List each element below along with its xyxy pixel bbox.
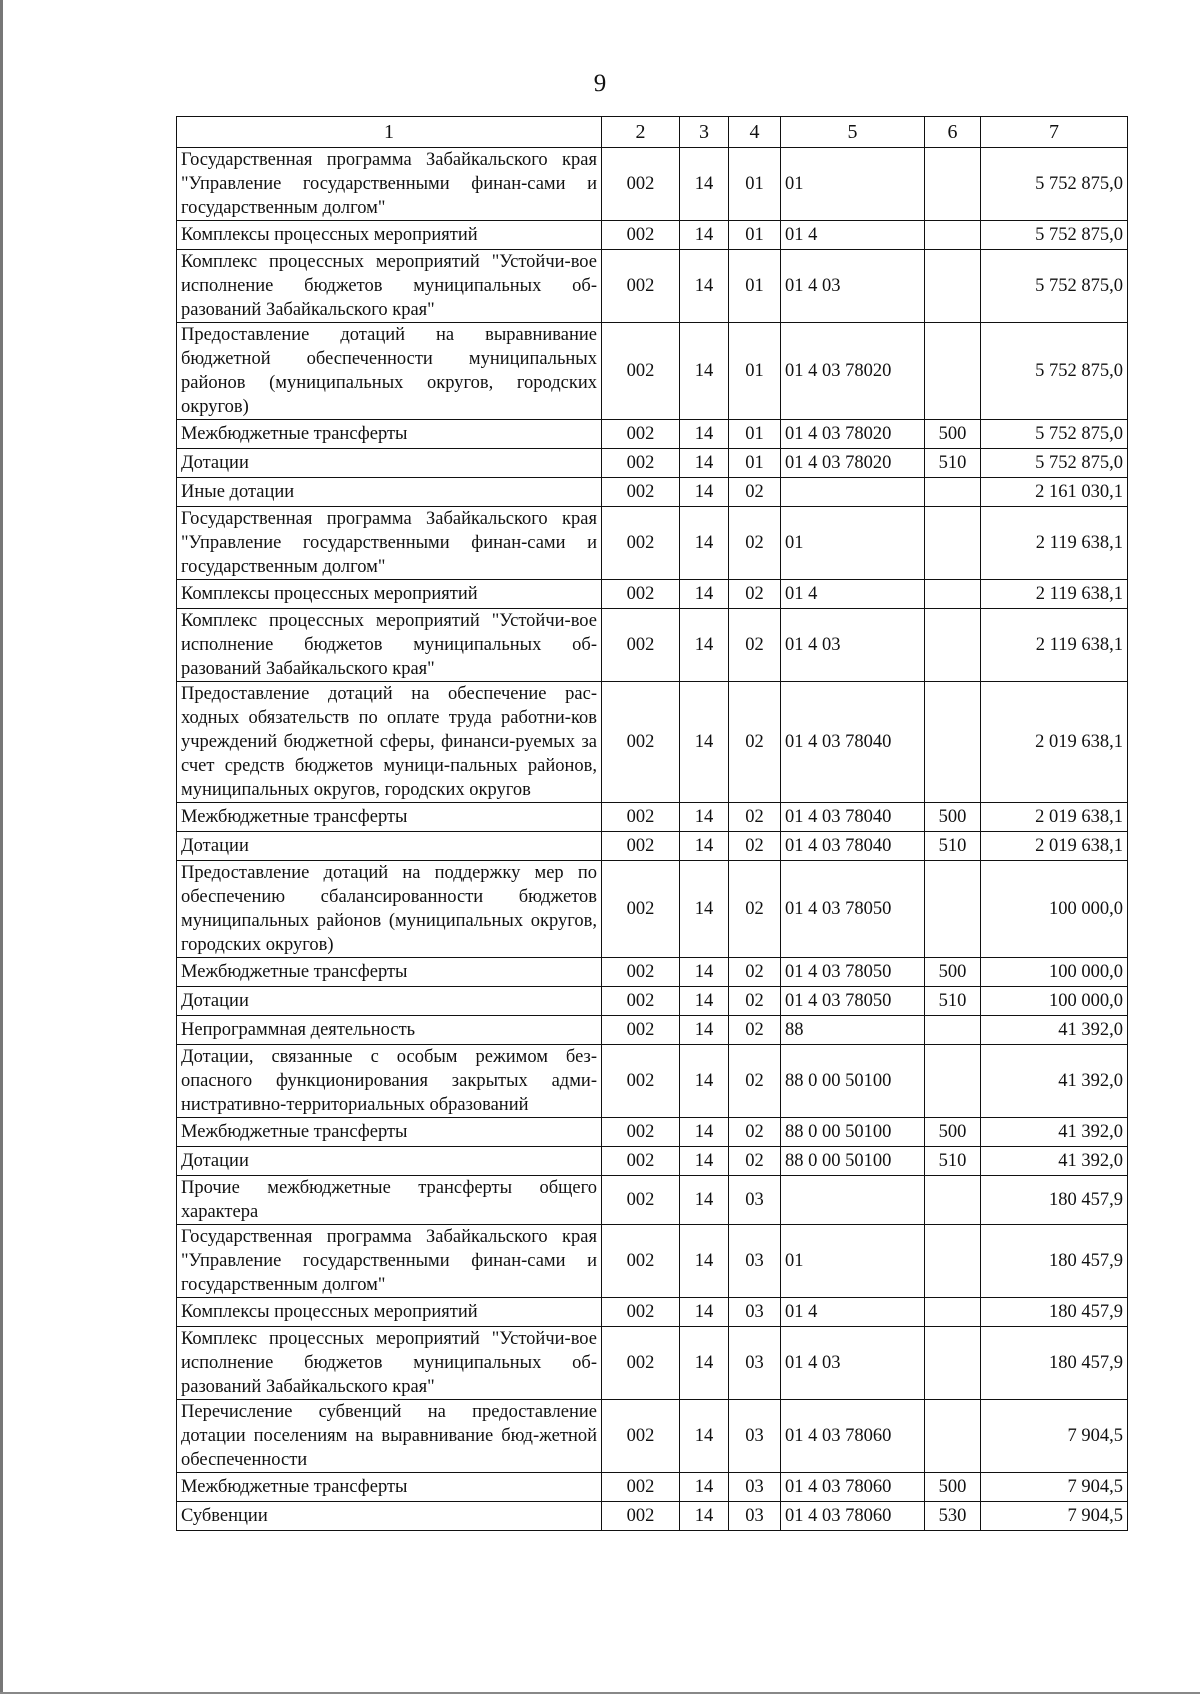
table-row xyxy=(177,420,1128,449)
row-target-article-cell: 01 4 03 xyxy=(781,1327,925,1400)
table-row xyxy=(177,1298,1128,1327)
row-target-article-cell: 01 4 03 78050 xyxy=(781,987,925,1016)
table-row xyxy=(177,478,1128,507)
row-admin-code-cell: 002 xyxy=(602,861,680,958)
row-name-cell: Дотации xyxy=(177,832,602,861)
row-section-cell: 14 xyxy=(680,323,729,420)
row-subsection-cell: 02 xyxy=(729,1016,781,1045)
row-admin-code-cell: 002 xyxy=(602,609,680,682)
table-row xyxy=(177,861,1128,958)
row-subsection-cell: 01 xyxy=(729,420,781,449)
table-row xyxy=(177,1016,1128,1045)
row-admin-code-cell: 002 xyxy=(602,682,680,803)
row-expense-type-cell xyxy=(925,682,981,803)
row-section-cell: 14 xyxy=(680,1502,729,1531)
row-subsection-cell: 02 xyxy=(729,803,781,832)
row-section-cell: 14 xyxy=(680,221,729,250)
row-subsection-cell: 01 xyxy=(729,250,781,323)
row-amount-cell: 2 119 638,1 xyxy=(981,609,1128,682)
header-cell-2: 2 xyxy=(602,117,680,148)
row-section-cell: 14 xyxy=(680,1176,729,1225)
row-admin-code-cell: 002 xyxy=(602,958,680,987)
row-expense-type-cell: 500 xyxy=(925,958,981,987)
row-admin-code-cell: 002 xyxy=(602,987,680,1016)
row-target-article-cell xyxy=(781,1176,925,1225)
row-subsection-cell: 01 xyxy=(729,148,781,221)
table-row xyxy=(177,832,1128,861)
table-row xyxy=(177,803,1128,832)
row-section-cell: 14 xyxy=(680,958,729,987)
row-section-cell: 14 xyxy=(680,1225,729,1298)
row-amount-cell: 41 392,0 xyxy=(981,1147,1128,1176)
row-admin-code-cell: 002 xyxy=(602,1502,680,1531)
row-admin-code-cell: 002 xyxy=(602,507,680,580)
row-target-article-cell: 01 4 03 78040 xyxy=(781,803,925,832)
row-expense-type-cell: 510 xyxy=(925,449,981,478)
row-target-article-cell: 01 4 03 78060 xyxy=(781,1400,925,1473)
row-section-cell: 14 xyxy=(680,987,729,1016)
row-target-article-cell: 01 4 xyxy=(781,1298,925,1327)
row-admin-code-cell: 002 xyxy=(602,148,680,221)
row-subsection-cell: 03 xyxy=(729,1327,781,1400)
row-subsection-cell: 02 xyxy=(729,958,781,987)
row-name-cell: Предоставление дотаций на поддержку мер по обеспечению сбалансированности бюджетов муниципальных районов (муниципальных округов, городских округов) xyxy=(177,861,602,958)
row-amount-cell: 2 019 638,1 xyxy=(981,832,1128,861)
row-section-cell: 14 xyxy=(680,420,729,449)
row-expense-type-cell xyxy=(925,1045,981,1118)
row-section-cell: 14 xyxy=(680,1016,729,1045)
row-amount-cell: 2 019 638,1 xyxy=(981,682,1128,803)
table-row xyxy=(177,1473,1128,1502)
row-expense-type-cell xyxy=(925,1327,981,1400)
row-section-cell: 14 xyxy=(680,1045,729,1118)
row-name-cell: Субвенции xyxy=(177,1502,602,1531)
row-subsection-cell: 02 xyxy=(729,1118,781,1147)
row-target-article-cell: 01 4 03 78060 xyxy=(781,1502,925,1531)
row-expense-type-cell xyxy=(925,478,981,507)
row-subsection-cell: 01 xyxy=(729,449,781,478)
row-subsection-cell: 02 xyxy=(729,1147,781,1176)
row-section-cell: 14 xyxy=(680,1473,729,1502)
row-expense-type-cell xyxy=(925,609,981,682)
row-name-cell: Государственная программа Забайкальского края "Управление государственными финан-сами и государственным долгом" xyxy=(177,148,602,221)
row-expense-type-cell: 500 xyxy=(925,420,981,449)
row-name-cell: Прочие межбюджетные трансферты общего характера xyxy=(177,1176,602,1225)
row-expense-type-cell: 510 xyxy=(925,987,981,1016)
row-amount-cell: 2 019 638,1 xyxy=(981,803,1128,832)
row-expense-type-cell xyxy=(925,250,981,323)
row-section-cell: 14 xyxy=(680,1118,729,1147)
table-row xyxy=(177,1400,1128,1473)
row-admin-code-cell: 002 xyxy=(602,803,680,832)
row-section-cell: 14 xyxy=(680,832,729,861)
row-subsection-cell: 01 xyxy=(729,323,781,420)
row-expense-type-cell: 510 xyxy=(925,832,981,861)
row-amount-cell: 5 752 875,0 xyxy=(981,221,1128,250)
row-expense-type-cell: 500 xyxy=(925,803,981,832)
row-admin-code-cell: 002 xyxy=(602,1298,680,1327)
row-admin-code-cell: 002 xyxy=(602,1473,680,1502)
table-row xyxy=(177,250,1128,323)
table-row xyxy=(177,958,1128,987)
row-name-cell: Комплексы процессных мероприятий xyxy=(177,221,602,250)
row-subsection-cell: 02 xyxy=(729,861,781,958)
page-number: 9 xyxy=(593,70,607,97)
row-expense-type-cell xyxy=(925,148,981,221)
row-target-article-cell: 01 4 03 78020 xyxy=(781,449,925,478)
row-section-cell: 14 xyxy=(680,1298,729,1327)
row-section-cell: 14 xyxy=(680,1327,729,1400)
row-amount-cell: 100 000,0 xyxy=(981,987,1128,1016)
header-row xyxy=(177,117,1128,148)
row-target-article-cell: 01 4 03 78050 xyxy=(781,958,925,987)
row-target-article-cell: 01 xyxy=(781,507,925,580)
row-subsection-cell: 03 xyxy=(729,1298,781,1327)
row-target-article-cell: 01 4 03 xyxy=(781,250,925,323)
row-admin-code-cell: 002 xyxy=(602,221,680,250)
row-amount-cell: 180 457,9 xyxy=(981,1176,1128,1225)
row-amount-cell: 5 752 875,0 xyxy=(981,323,1128,420)
scan-left-edge xyxy=(0,0,3,1694)
row-target-article-cell: 88 xyxy=(781,1016,925,1045)
row-target-article-cell: 01 4 03 78050 xyxy=(781,861,925,958)
table-row xyxy=(177,449,1128,478)
row-admin-code-cell: 002 xyxy=(602,250,680,323)
row-name-cell: Государственная программа Забайкальского края "Управление государственными финан-сами и государственным долгом" xyxy=(177,507,602,580)
row-amount-cell: 2 119 638,1 xyxy=(981,507,1128,580)
table-row xyxy=(177,987,1128,1016)
row-subsection-cell: 02 xyxy=(729,609,781,682)
row-section-cell: 14 xyxy=(680,507,729,580)
row-target-article-cell: 01 4 xyxy=(781,221,925,250)
row-subsection-cell: 03 xyxy=(729,1225,781,1298)
row-amount-cell: 41 392,0 xyxy=(981,1016,1128,1045)
row-section-cell: 14 xyxy=(680,580,729,609)
row-name-cell: Межбюджетные трансферты xyxy=(177,420,602,449)
row-target-article-cell: 88 0 00 50100 xyxy=(781,1147,925,1176)
row-expense-type-cell xyxy=(925,1298,981,1327)
row-target-article-cell: 01 4 03 78040 xyxy=(781,682,925,803)
row-amount-cell: 5 752 875,0 xyxy=(981,250,1128,323)
row-admin-code-cell: 002 xyxy=(602,832,680,861)
row-section-cell: 14 xyxy=(680,609,729,682)
row-target-article-cell: 01 4 03 78020 xyxy=(781,323,925,420)
row-subsection-cell: 02 xyxy=(729,682,781,803)
table-row xyxy=(177,1147,1128,1176)
row-amount-cell: 41 392,0 xyxy=(981,1118,1128,1147)
row-subsection-cell: 03 xyxy=(729,1473,781,1502)
row-name-cell: Дотации xyxy=(177,449,602,478)
row-amount-cell: 7 904,5 xyxy=(981,1400,1128,1473)
row-section-cell: 14 xyxy=(680,148,729,221)
row-name-cell: Непрограммная деятельность xyxy=(177,1016,602,1045)
table-row xyxy=(177,323,1128,420)
table-row xyxy=(177,1327,1128,1400)
row-admin-code-cell: 002 xyxy=(602,1225,680,1298)
row-section-cell: 14 xyxy=(680,250,729,323)
row-amount-cell: 180 457,9 xyxy=(981,1327,1128,1400)
row-name-cell: Комплекс процессных мероприятий "Устойчи-вое исполнение бюджетов муниципальных об-разований Забайкальского края" xyxy=(177,609,602,682)
row-name-cell: Межбюджетные трансферты xyxy=(177,958,602,987)
row-expense-type-cell xyxy=(925,1225,981,1298)
row-admin-code-cell: 002 xyxy=(602,1400,680,1473)
row-amount-cell: 5 752 875,0 xyxy=(981,449,1128,478)
row-name-cell: Дотации, связанные с особым режимом без-опасного функционирования закрытых адми-нистративно-территориальных образований xyxy=(177,1045,602,1118)
row-amount-cell: 180 457,9 xyxy=(981,1298,1128,1327)
row-section-cell: 14 xyxy=(680,1400,729,1473)
row-subsection-cell: 02 xyxy=(729,987,781,1016)
header-cell-7: 7 xyxy=(981,117,1128,148)
row-expense-type-cell xyxy=(925,1176,981,1225)
row-amount-cell: 5 752 875,0 xyxy=(981,148,1128,221)
row-name-cell: Государственная программа Забайкальского края "Управление государственными финан-сами и государственным долгом" xyxy=(177,1225,602,1298)
table-row xyxy=(177,221,1128,250)
header-cell-6: 6 xyxy=(925,117,981,148)
header-cell-1: 1 xyxy=(177,117,602,148)
row-name-cell: Межбюджетные трансферты xyxy=(177,803,602,832)
table-row xyxy=(177,148,1128,221)
table-row xyxy=(177,682,1128,803)
row-section-cell: 14 xyxy=(680,449,729,478)
row-name-cell: Предоставление дотаций на обеспечение рас-ходных обязательств по оплате труда работни-ков учреждений бюджетной сферы, финанси-руемых за счет средств бюджетов муници-пальных районов, муниципальных округов, городских округов xyxy=(177,682,602,803)
row-amount-cell: 180 457,9 xyxy=(981,1225,1128,1298)
table-row xyxy=(177,580,1128,609)
row-name-cell: Межбюджетные трансферты xyxy=(177,1473,602,1502)
row-name-cell: Комплекс процессных мероприятий "Устойчи-вое исполнение бюджетов муниципальных об-разований Забайкальского края" xyxy=(177,1327,602,1400)
row-name-cell: Предоставление дотаций на выравнивание бюджетной обеспеченности муниципальных районов (муниципальных округов, городских округов) xyxy=(177,323,602,420)
row-amount-cell: 7 904,5 xyxy=(981,1502,1128,1531)
row-expense-type-cell xyxy=(925,221,981,250)
row-admin-code-cell: 002 xyxy=(602,478,680,507)
row-expense-type-cell xyxy=(925,861,981,958)
table-row xyxy=(177,507,1128,580)
row-subsection-cell: 02 xyxy=(729,832,781,861)
row-expense-type-cell: 510 xyxy=(925,1147,981,1176)
row-amount-cell: 2 119 638,1 xyxy=(981,580,1128,609)
row-expense-type-cell xyxy=(925,1400,981,1473)
row-target-article-cell: 01 4 03 78040 xyxy=(781,832,925,861)
row-name-cell: Перечисление субвенций на предоставление дотации поселениям на выравнивание бюд-жетной обеспеченности xyxy=(177,1400,602,1473)
row-amount-cell: 5 752 875,0 xyxy=(981,420,1128,449)
row-admin-code-cell: 002 xyxy=(602,580,680,609)
row-section-cell: 14 xyxy=(680,1147,729,1176)
table-body xyxy=(177,148,1128,1531)
table-row xyxy=(177,1502,1128,1531)
row-expense-type-cell xyxy=(925,507,981,580)
row-section-cell: 14 xyxy=(680,803,729,832)
row-section-cell: 14 xyxy=(680,861,729,958)
row-amount-cell: 41 392,0 xyxy=(981,1045,1128,1118)
row-admin-code-cell: 002 xyxy=(602,1147,680,1176)
row-target-article-cell: 01 4 03 xyxy=(781,609,925,682)
row-expense-type-cell xyxy=(925,323,981,420)
table-row xyxy=(177,1045,1128,1118)
header-cell-5: 5 xyxy=(781,117,925,148)
row-subsection-cell: 03 xyxy=(729,1502,781,1531)
row-section-cell: 14 xyxy=(680,478,729,507)
row-admin-code-cell: 002 xyxy=(602,420,680,449)
row-name-cell: Комплекс процессных мероприятий "Устойчи-вое исполнение бюджетов муниципальных об-разований Забайкальского края" xyxy=(177,250,602,323)
table-row xyxy=(177,609,1128,682)
row-expense-type-cell: 500 xyxy=(925,1118,981,1147)
header-cell-3: 3 xyxy=(680,117,729,148)
row-amount-cell: 2 161 030,1 xyxy=(981,478,1128,507)
row-target-article-cell: 88 0 00 50100 xyxy=(781,1045,925,1118)
row-admin-code-cell: 002 xyxy=(602,1045,680,1118)
table-row xyxy=(177,1176,1128,1225)
budget-table xyxy=(176,116,1128,1531)
row-subsection-cell: 02 xyxy=(729,507,781,580)
row-expense-type-cell xyxy=(925,1016,981,1045)
table-row xyxy=(177,1225,1128,1298)
row-name-cell: Иные дотации xyxy=(177,478,602,507)
row-subsection-cell: 01 xyxy=(729,221,781,250)
row-target-article-cell: 01 xyxy=(781,148,925,221)
row-subsection-cell: 03 xyxy=(729,1176,781,1225)
row-target-article-cell: 01 xyxy=(781,1225,925,1298)
row-admin-code-cell: 002 xyxy=(602,323,680,420)
row-subsection-cell: 02 xyxy=(729,478,781,507)
table-row xyxy=(177,1118,1128,1147)
row-name-cell: Комплексы процессных мероприятий xyxy=(177,1298,602,1327)
row-amount-cell: 100 000,0 xyxy=(981,958,1128,987)
row-target-article-cell xyxy=(781,478,925,507)
row-amount-cell: 100 000,0 xyxy=(981,861,1128,958)
row-target-article-cell: 01 4 03 78060 xyxy=(781,1473,925,1502)
row-subsection-cell: 02 xyxy=(729,1045,781,1118)
row-name-cell: Дотации xyxy=(177,987,602,1016)
row-expense-type-cell: 500 xyxy=(925,1473,981,1502)
row-subsection-cell: 02 xyxy=(729,580,781,609)
row-admin-code-cell: 002 xyxy=(602,1016,680,1045)
row-amount-cell: 7 904,5 xyxy=(981,1473,1128,1502)
row-subsection-cell: 03 xyxy=(729,1400,781,1473)
row-target-article-cell: 01 4 xyxy=(781,580,925,609)
row-expense-type-cell xyxy=(925,580,981,609)
row-target-article-cell: 88 0 00 50100 xyxy=(781,1118,925,1147)
header-cell-4: 4 xyxy=(729,117,781,148)
row-name-cell: Межбюджетные трансферты xyxy=(177,1118,602,1147)
row-admin-code-cell: 002 xyxy=(602,1118,680,1147)
row-target-article-cell: 01 4 03 78020 xyxy=(781,420,925,449)
row-name-cell: Комплексы процессных мероприятий xyxy=(177,580,602,609)
row-admin-code-cell: 002 xyxy=(602,449,680,478)
row-admin-code-cell: 002 xyxy=(602,1327,680,1400)
row-expense-type-cell: 530 xyxy=(925,1502,981,1531)
row-name-cell: Дотации xyxy=(177,1147,602,1176)
row-admin-code-cell: 002 xyxy=(602,1176,680,1225)
row-section-cell: 14 xyxy=(680,682,729,803)
